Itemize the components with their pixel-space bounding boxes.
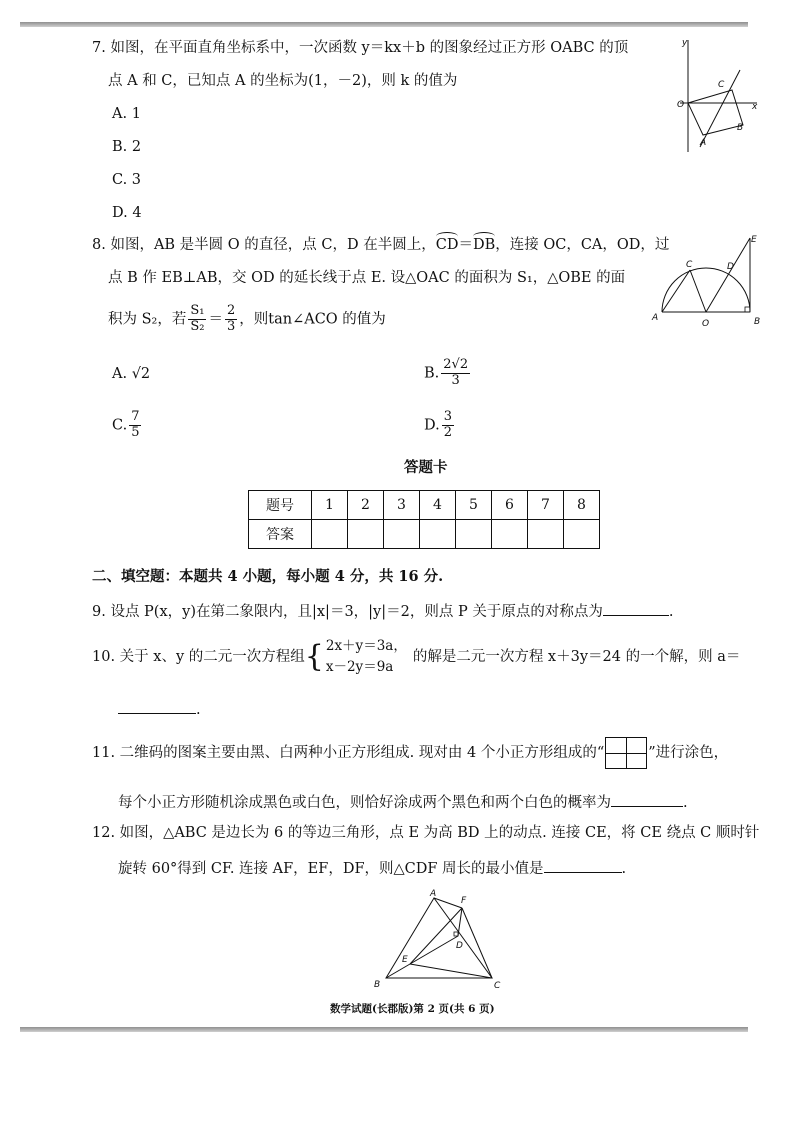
four-square-grid-icon xyxy=(605,737,647,769)
arc-cd: CD xyxy=(435,237,459,253)
q8-line1-end: ，连接 OC，CA，OD，过 xyxy=(495,237,670,253)
arc-db: DB xyxy=(472,237,496,253)
q8-option-c: C. $\frac{7}{5}$ xyxy=(112,409,140,440)
q8-fig-label-b: B xyxy=(754,317,761,327)
answer-card-number: 1 xyxy=(312,491,348,520)
q12-fig-label-a: A xyxy=(430,889,437,899)
q10-answer-blank[interactable] xyxy=(118,699,196,714)
answer-card-number: 5 xyxy=(456,491,492,520)
q8-fig-label-e: E xyxy=(751,235,757,245)
q7-fig-label-c: C xyxy=(718,80,725,90)
answer-card-number: 3 xyxy=(384,491,420,520)
answer-cell[interactable] xyxy=(456,520,492,549)
q8-option-b: B. $\frac{2√2}{3}$ xyxy=(424,357,469,388)
q7-line1: 7. 如图，在平面直角坐标系中，一次函数 y＝kx＋b 的图象经过正方形 OABC 的顶 xyxy=(92,40,629,56)
q7-fig-label-o: O xyxy=(677,100,685,110)
q11-line2: 每个小正方形随机涂成黑色或白色，则恰好涂成两个黑色和两个白色的概率为 . xyxy=(118,792,688,812)
answer-card-number: 6 xyxy=(492,491,528,520)
q11-line1 xyxy=(92,737,728,769)
answer-cell[interactable] xyxy=(348,520,384,549)
answer-cell[interactable] xyxy=(492,520,528,549)
answer-cell[interactable] xyxy=(420,520,456,549)
q8-equals: ＝ xyxy=(458,237,473,253)
q8-fig-label-o: O xyxy=(702,319,710,329)
answer-cell[interactable] xyxy=(528,520,564,549)
q11-answer-blank[interactable] xyxy=(611,792,683,807)
q8-line3-end: ，则tan∠ACO 的值为 xyxy=(239,311,386,328)
q12-line1: 12. 如图，△ABC 是边长为 6 的等边三角形，点 E 为高 BD 上的动点. 连接 CE，将 CE 绕点 C 顺时针 xyxy=(92,825,760,841)
q8-line3-equals: ＝ xyxy=(208,311,223,328)
answer-card-number: 7 xyxy=(528,491,564,520)
q7-option-b: B. 2 xyxy=(112,139,142,155)
q11-text-end: ”进行涂色， xyxy=(648,745,729,761)
answer-card-number: 2 xyxy=(348,491,384,520)
q8-fig-label-c: C xyxy=(686,260,693,270)
answer-card-number: 8 xyxy=(564,491,600,520)
q7-option-c: C. 3 xyxy=(112,172,142,188)
answer-card-number: 4 xyxy=(420,491,456,520)
q12-fig-label-f: F xyxy=(461,896,467,906)
q8-option-a: A. √2 xyxy=(112,366,151,382)
q7-fig-label-a: A xyxy=(700,138,707,148)
fraction-2-3: $\frac{2}{3}$ xyxy=(226,303,236,334)
q12-line2: 旋转 60°得到 CF. 连接 AF，EF，DF，则△CDF 周长的最小值是 . xyxy=(118,858,626,878)
q10-suffix: 的解是二元一次方程 x＋3y＝24 的一个解，则 a＝ xyxy=(412,648,741,665)
q8-figure xyxy=(650,232,765,327)
system-brace: { xyxy=(304,638,324,674)
q7-option-a: A. 1 xyxy=(112,106,141,122)
q12-fig-label-d: D xyxy=(456,941,463,951)
q7-figure xyxy=(660,35,760,155)
q7-fig-label-y: y xyxy=(682,38,688,48)
q12-fig-label-b: B xyxy=(374,980,381,990)
top-border xyxy=(20,22,748,27)
q8-fig-label-d: D xyxy=(727,262,734,272)
fraction-s1-s2: $\frac{\text{S₁}}{\text{S₂}}$ xyxy=(190,303,205,334)
answer-card-answer-label: 答案 xyxy=(249,520,312,549)
q7-line2: 点 A 和 C，已知点 A 的坐标为(1，－2)，则 k 的值为 xyxy=(108,73,458,89)
q9-line: 9. 设点 P(x，y)在第二象限内，且|x|＝3，|y|＝2，则点 P 关于原点的对称点为 . xyxy=(92,601,673,621)
answer-card-header-label: 题号 xyxy=(249,491,312,520)
bottom-border xyxy=(20,1027,748,1032)
q8-line2: 点 B 作 EB⊥AB，交 OD 的延长线于点 E. 设△OAC 的面积为 S₁，△OBE 的面 xyxy=(108,270,626,286)
q12-answer-blank[interactable] xyxy=(544,858,622,873)
equation-system: 2x＋y＝3a， x－2y＝9a xyxy=(325,638,407,675)
answer-cell[interactable] xyxy=(384,520,420,549)
page-footer: 数学试题(长郡版)第 2 页(共 6 页) xyxy=(330,1003,495,1015)
q8-fig-label-a: A xyxy=(652,313,659,323)
section2-heading: 二、填空题：本题共 4 小题，每小题 4 分，共 16 分. xyxy=(92,568,444,585)
q12-fig-label-c: C xyxy=(494,981,501,991)
q10-prefix: 10. 关于 x、y 的二元一次方程组 xyxy=(92,648,305,665)
q10-line2: . xyxy=(118,699,201,719)
q9-text: 9. 设点 P(x，y)在第二象限内，且|x|＝3，|y|＝2，则点 P 关于原点的对称点为 xyxy=(92,604,603,620)
q7-fig-label-x: x xyxy=(752,102,758,112)
q9-answer-blank[interactable] xyxy=(603,601,669,616)
q11-text-start: 11. 二维码的图案主要由黑、白两种小正方形组成. 现对由 4 个小正方形组成的“ xyxy=(92,745,605,761)
q8-line3 xyxy=(108,304,386,335)
q10-line1 xyxy=(92,636,740,678)
answer-cell[interactable] xyxy=(312,520,348,549)
q8-line3-start: 积为 S₂，若 xyxy=(108,311,187,328)
answer-cell[interactable] xyxy=(564,520,600,549)
q8-option-d: D. $\frac{3}{2}$ xyxy=(424,409,452,440)
q8-line1-start: 8. 如图，AB 是半圆 O 的直径，点 C，D 在半圆上， xyxy=(92,237,436,253)
answer-card-title: 答题卡 xyxy=(404,459,448,476)
q8-line1 xyxy=(92,237,669,254)
q12-figure xyxy=(370,888,510,993)
q7-option-d: D. 4 xyxy=(112,205,142,221)
answer-card-table xyxy=(248,490,600,549)
q7-fig-label-b: B xyxy=(737,123,744,133)
q12-fig-label-e: E xyxy=(402,955,408,965)
